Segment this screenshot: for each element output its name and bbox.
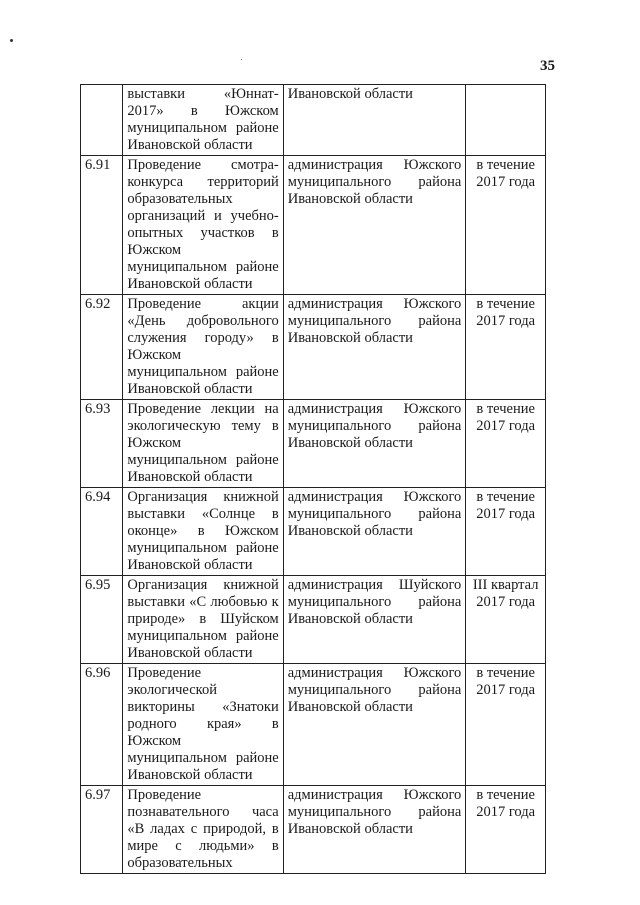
event-name-line: оконце» в Южском xyxy=(127,523,279,539)
table-row xyxy=(81,786,546,874)
responsible-line: администрация Южского xyxy=(287,157,462,173)
deadline-line: 2017 года xyxy=(476,174,536,190)
event-name-line: Южском xyxy=(127,435,182,451)
event-name-line: муниципальном районе xyxy=(127,364,279,380)
event-name-line: образовательных xyxy=(127,191,233,207)
responsible-line: Ивановской области xyxy=(287,699,413,715)
deadline-line: в течение xyxy=(476,401,535,417)
deadline xyxy=(466,664,546,786)
responsible xyxy=(283,664,466,786)
responsible-line: администрация Шуйского xyxy=(287,577,462,593)
event-name-line: познавательного часа xyxy=(127,804,279,820)
deadline-line: 2017 года xyxy=(476,418,536,434)
event-name-line: экологическую тему в xyxy=(127,418,279,434)
table-row xyxy=(81,400,546,488)
deadline xyxy=(466,488,546,576)
event-name-line: Проведение смотра- xyxy=(127,157,279,173)
responsible-line: муниципального района xyxy=(287,594,462,610)
event-name-line: выставки «Юннат- xyxy=(127,86,279,102)
event-name-line: выставки «С любовью к xyxy=(127,594,279,610)
responsible-line: Ивановской области xyxy=(287,821,413,837)
event-name xyxy=(123,156,283,295)
event-name-line: служения городу» в xyxy=(127,330,279,346)
event-name xyxy=(123,295,283,400)
deadline xyxy=(466,85,546,156)
event-name-line: Южском xyxy=(127,733,182,749)
responsible-line: администрация Южского xyxy=(287,296,462,312)
responsible xyxy=(283,400,466,488)
event-name-line: природе» в Шуйском xyxy=(127,611,279,627)
event-name-line: «День добровольного xyxy=(127,313,279,329)
event-name-line: 2017» в Южском xyxy=(127,103,279,119)
event-name-line: выставки «Солнце в xyxy=(127,506,279,522)
table-row xyxy=(81,488,546,576)
event-name-line: Южском xyxy=(127,347,182,363)
responsible-line: администрация Южского xyxy=(287,665,462,681)
event-name-line: Ивановской области xyxy=(127,767,253,783)
responsible-line: Ивановской области xyxy=(287,523,413,539)
event-name-line: Ивановской области xyxy=(127,381,253,397)
event-name-line: Проведение акции xyxy=(127,296,279,312)
responsible-line: муниципального района xyxy=(287,174,462,190)
event-name xyxy=(123,576,283,664)
deadline-line: III квартал xyxy=(472,577,539,593)
table-row xyxy=(81,85,546,156)
responsible-line: Ивановской области xyxy=(287,191,413,207)
event-name-line: Организация книжной xyxy=(127,489,279,505)
responsible xyxy=(283,156,466,295)
event-name-line: конкурса территорий xyxy=(127,174,279,190)
responsible-line: администрация Южского xyxy=(287,787,462,803)
responsible-line: муниципального района xyxy=(287,804,462,820)
event-name-line: Проведение xyxy=(127,787,202,803)
event-name-line: Проведение xyxy=(127,665,202,681)
item-number: 6.95 xyxy=(81,576,123,664)
event-name xyxy=(123,786,283,874)
event-name xyxy=(123,85,283,156)
deadline-line: 2017 года xyxy=(476,506,536,522)
deadline xyxy=(466,295,546,400)
event-name-line: родного края» в xyxy=(127,716,279,732)
item-number: 6.93 xyxy=(81,400,123,488)
responsible-line: Ивановской области xyxy=(287,611,413,627)
responsible-line: администрация Южского xyxy=(287,401,462,417)
event-name-line: Ивановской области xyxy=(127,645,253,661)
event-name-line: Ивановской области xyxy=(127,557,253,573)
responsible-line: Ивановской области xyxy=(287,86,413,102)
item-number: 6.91 xyxy=(81,156,123,295)
event-name-line: «В ладах с природой, в xyxy=(127,821,279,837)
table-row xyxy=(81,664,546,786)
item-number: 6.92 xyxy=(81,295,123,400)
events-table xyxy=(80,84,546,874)
responsible xyxy=(283,85,466,156)
event-name-line: муниципальном районе xyxy=(127,750,279,766)
responsible xyxy=(283,576,466,664)
event-name-line: организаций и учебно- xyxy=(127,208,279,224)
deadline-line: 2017 года xyxy=(476,804,536,820)
event-name-line: Организация книжной xyxy=(127,577,279,593)
event-name-line: Проведение лекции на xyxy=(127,401,279,417)
event-name-line: опытных участков в xyxy=(127,225,279,241)
event-name-line: Ивановской области xyxy=(127,276,253,292)
table-row xyxy=(81,295,546,400)
deadline xyxy=(466,786,546,874)
deadline xyxy=(466,400,546,488)
responsible-line: Ивановской области xyxy=(287,435,413,451)
item-number: 6.94 xyxy=(81,488,123,576)
event-name-line: муниципальном районе xyxy=(127,120,279,136)
item-number: 6.96 xyxy=(81,664,123,786)
deadline-line: 2017 года xyxy=(476,313,536,329)
responsible-line: муниципального района xyxy=(287,506,462,522)
event-name-line: образовательных xyxy=(127,855,233,871)
deadline xyxy=(466,576,546,664)
responsible-line: администрация Южского xyxy=(287,489,462,505)
deadline-line: в течение xyxy=(476,787,535,803)
deadline-line: 2017 года xyxy=(476,682,536,698)
deadline xyxy=(466,156,546,295)
event-name xyxy=(123,664,283,786)
responsible xyxy=(283,488,466,576)
event-name-line: муниципальном районе xyxy=(127,452,279,468)
event-name-line: Ивановской области xyxy=(127,469,253,485)
event-name xyxy=(123,488,283,576)
deadline-line: в течение xyxy=(476,296,535,312)
event-name-line: муниципальном районе xyxy=(127,628,279,644)
deadline-line: 2017 года xyxy=(476,594,536,610)
responsible xyxy=(283,786,466,874)
table-row xyxy=(81,576,546,664)
item-number xyxy=(81,85,123,156)
responsible-line: муниципального района xyxy=(287,418,462,434)
scan-speck xyxy=(10,39,13,42)
responsible-line: муниципального района xyxy=(287,313,462,329)
deadline-line: в течение xyxy=(476,489,535,505)
item-number: 6.97 xyxy=(81,786,123,874)
event-name-line: мире с людьми» в xyxy=(127,838,279,854)
responsible-line: Ивановской области xyxy=(287,330,413,346)
deadline-line: в течение xyxy=(476,665,535,681)
event-name xyxy=(123,400,283,488)
event-name-line: викторины «Знатоки xyxy=(127,699,279,715)
event-name-line: экологической xyxy=(127,682,217,698)
event-name-line: муниципальном районе xyxy=(127,259,279,275)
event-name-line: муниципальном районе xyxy=(127,540,279,556)
scan-speck xyxy=(241,59,242,60)
table-row xyxy=(81,156,546,295)
events-table-body xyxy=(81,85,546,874)
responsible xyxy=(283,295,466,400)
responsible-line: муниципального района xyxy=(287,682,462,698)
event-name-line: Ивановской области xyxy=(127,137,253,153)
page-number: 35 xyxy=(540,58,555,74)
deadline-line: в течение xyxy=(476,157,535,173)
event-name-line: Южском xyxy=(127,242,182,258)
